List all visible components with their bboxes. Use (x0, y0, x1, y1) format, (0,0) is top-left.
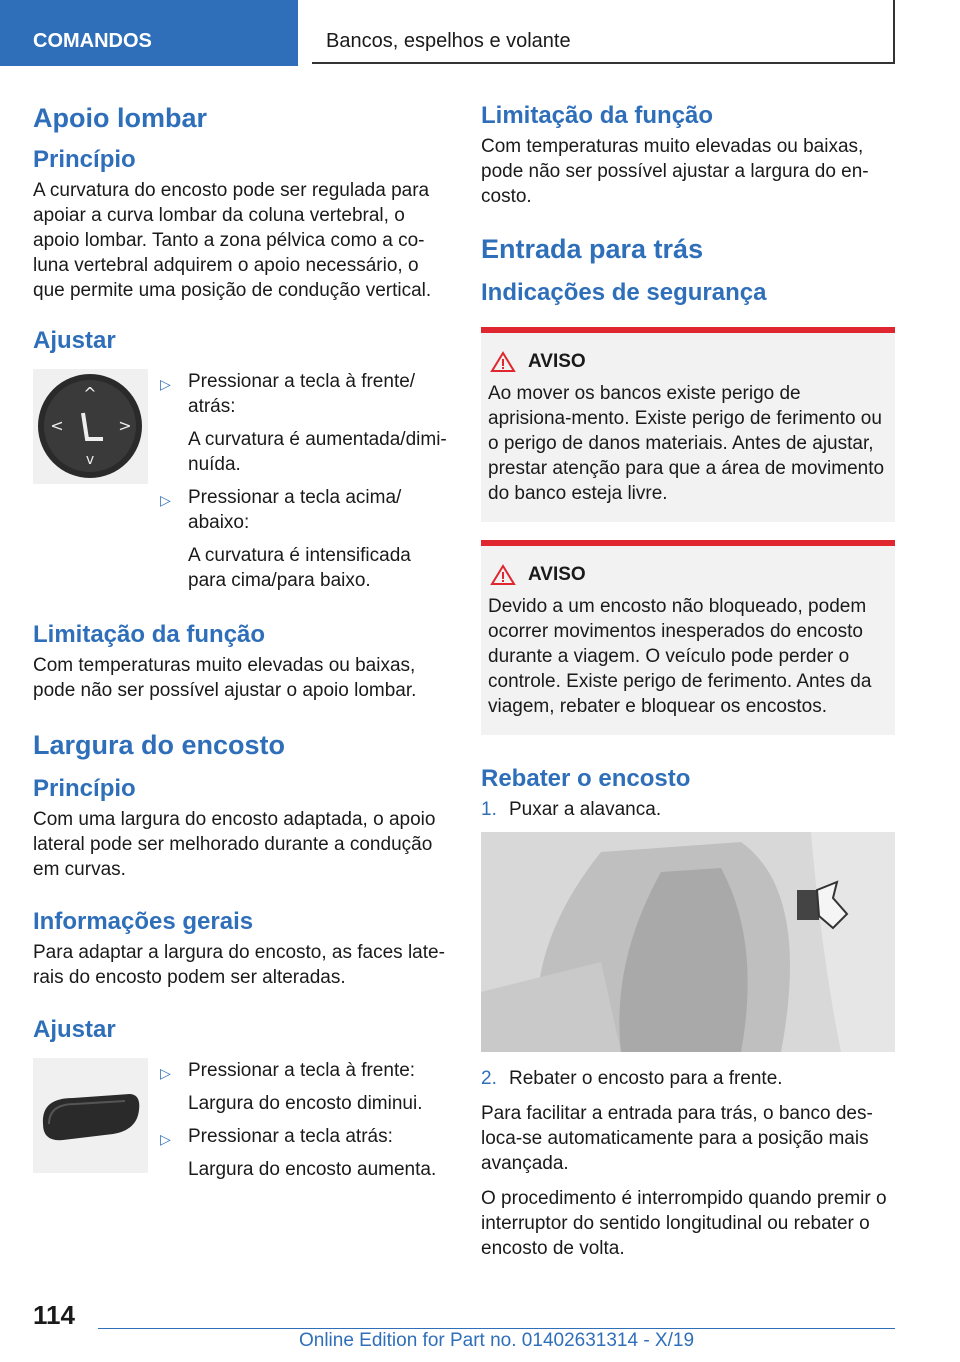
width-info-heading: Informações gerais (33, 908, 254, 935)
lumbar-limit-text: Com temperaturas muito elevadas ou baixas, pode não ser possível ajustar o apoio lombar. (33, 655, 417, 701)
lumbar-principle-text: A curvatura do encosto pode ser regulada para apoiar a curva lombar da coluna vertebral, o apoio lombar. Tanto a zona pélvica como a co-luna vertebral adquirem o apoio necessário, o que permite uma posição de condução vertical. (33, 180, 432, 301)
list-item: ▷ Pressionar a tecla atrás: Largura do encosto aumenta. (160, 1126, 437, 1180)
width-principle-heading: Princípio (33, 775, 136, 802)
safety-heading: Indicações de segurança (481, 279, 767, 306)
fold-steps-2 (481, 1066, 895, 1091)
footer-divider (98, 1328, 895, 1329)
footer-edition: Online Edition for Part no. 01402631314 - X/19 (298, 1330, 695, 1351)
warning-text: Devido a um encosto não bloqueado, podem ocorrer movimentos inesperados do encosto durante a viagem. O veículo pode perder o controle. Existe perigo de ferimento. Antes da viagem, rebater e bloquear os encostos. (488, 596, 872, 717)
entry-paragraph: Para facilitar a entrada para trás, o banco des-loca-se automaticamente para a posição mais avançada. (481, 1103, 873, 1174)
fold-heading: Rebater o encosto (481, 765, 691, 792)
list-item: 1. Puxar a alavanca. (481, 799, 662, 820)
width-principle-text: Com uma largura do encosto adaptada, o apoio lateral pode ser melhorado durante a condução em curvas. (33, 809, 436, 880)
width-limit-heading: Limitação da função (481, 102, 714, 129)
warning-label: AVISO (528, 564, 586, 585)
page-number: 114 (33, 1300, 75, 1330)
seat-lever-photo (481, 832, 895, 1052)
list-item: ▷ Pressionar a tecla à frente/ atrás: A curvatura é aumentada/dimi-nuída. (160, 371, 447, 475)
section-tab-underline (0, 64, 298, 66)
width-switch-image (33, 1058, 148, 1173)
list-item: ▷ Pressionar a tecla à frente: Largura do encosto diminui. (160, 1060, 423, 1114)
svg-text:>: > (118, 416, 132, 435)
left-column (33, 100, 448, 1190)
triangle-bullet-icon: ▷ (160, 376, 171, 392)
width-info-text: Para adaptar a largura do encosto, as faces late-rais do encosto podem ser alteradas. (33, 942, 445, 988)
section-tab: COMANDOS (0, 0, 298, 64)
width-limit-text: Com temperaturas muito elevadas ou baixas, pode não ser possível ajustar a largura do en-costo. (481, 136, 869, 207)
lumbar-steps (160, 369, 448, 601)
width-adjust-block (33, 1058, 448, 1190)
entry-paragraph: O procedimento é interrompido quando premir o interruptor do sentido longitudinal ou rebater o encosto de volta. (481, 1188, 887, 1259)
fold-steps-1 (481, 797, 895, 822)
list-item: ▷ Pressionar a tecla acima/ abaixo: A curvatura é intensificada para cima/para baixo. (160, 487, 411, 591)
lumbar-adjust-block (33, 369, 448, 601)
lumbar-title: Apoio lombar (33, 103, 207, 133)
lumbar-principle-heading: Princípio (33, 146, 136, 173)
entry-title: Entrada para trás (481, 234, 704, 264)
warning-text: Ao mover os bancos existe perigo de aprisiona-mento. Existe perigo de ferimento ou o perigo de danos materiais. Antes de ajustar, prestar atenção para que a área de movimento do banco esteja livre. (488, 383, 885, 504)
svg-text:<: < (50, 416, 64, 435)
lumbar-adjust-heading: Ajustar (33, 327, 116, 354)
lumbar-switch-image (33, 369, 148, 484)
svg-text:v: v (85, 452, 95, 468)
chapter-title: Bancos, espelhos e volante (312, 0, 895, 64)
triangle-bullet-icon: ▷ (160, 492, 171, 508)
warning-triangle-icon (490, 564, 516, 586)
warning-triangle-icon (490, 351, 516, 373)
triangle-bullet-icon: ▷ (160, 1065, 171, 1081)
warning-label: AVISO (528, 351, 586, 372)
triangle-bullet-icon: ▷ (160, 1131, 171, 1147)
width-adjust-heading: Ajustar (33, 1016, 116, 1043)
lumbar-limit-heading: Limitação da função (33, 621, 266, 648)
width-title: Largura do encosto (33, 730, 286, 760)
width-steps (160, 1058, 436, 1190)
warning-box (481, 327, 895, 522)
right-column (481, 100, 895, 1271)
warning-box (481, 540, 895, 735)
svg-text:^: ^ (83, 384, 97, 403)
list-item: 2. Rebater o encosto para a frente. (481, 1068, 783, 1089)
